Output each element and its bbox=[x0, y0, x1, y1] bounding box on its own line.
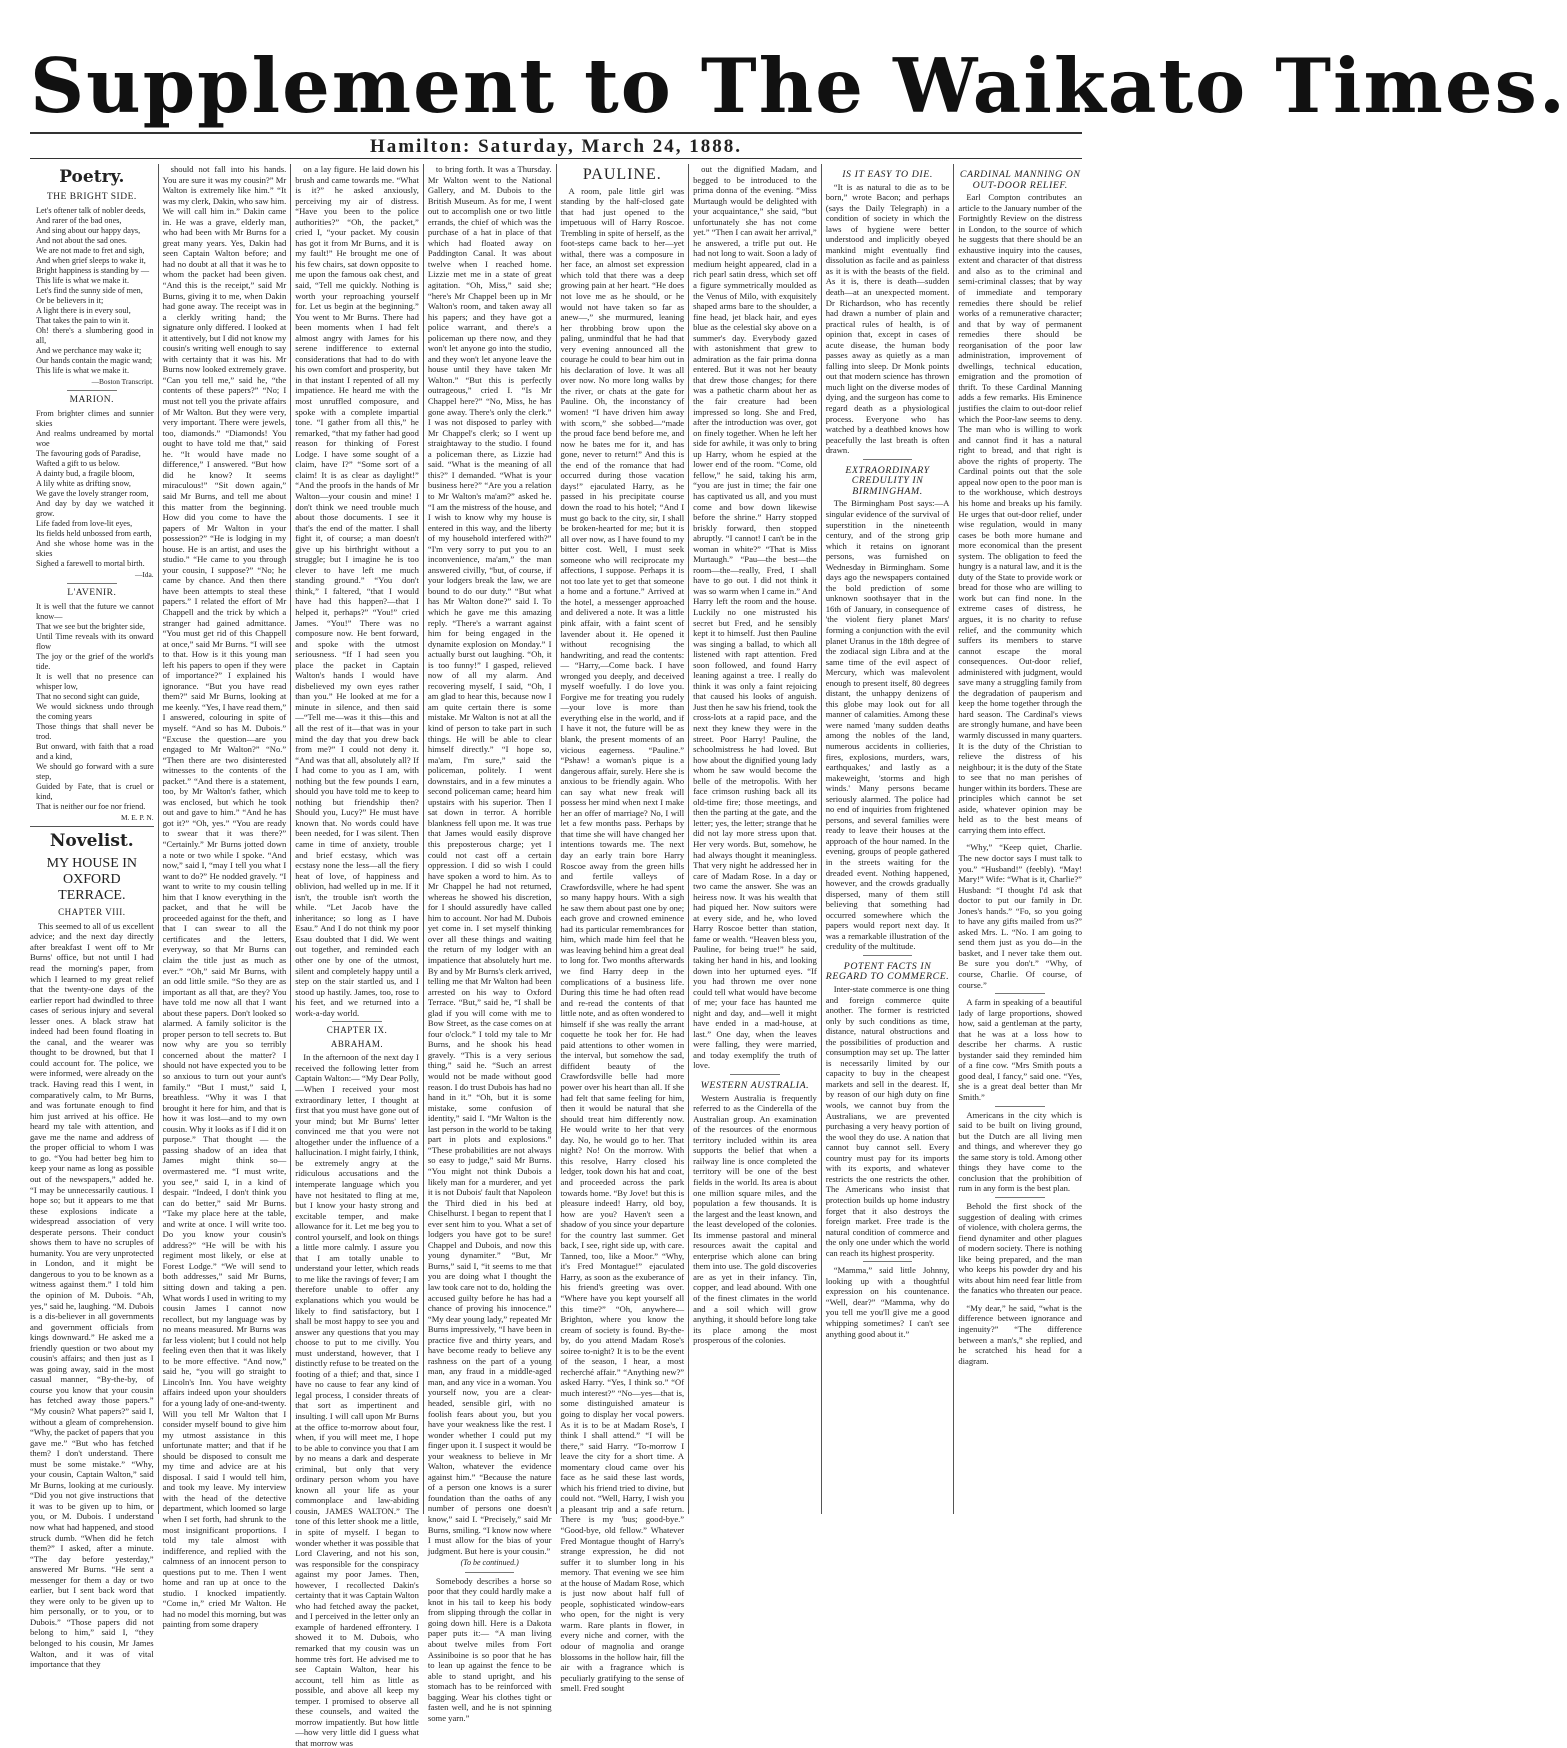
poem-line: Or be believers in it; bbox=[36, 295, 104, 305]
poem-line: A dainty bud, a fragile bloom, bbox=[36, 468, 135, 478]
column-5 bbox=[556, 164, 689, 1694]
story-text: to bring forth. It was a Thursday. Mr Walton went to the National Gallery, and M. Dubois to the British Museum. As for me, I went out to accomplish one or two little errands, the chief of which was the purchase of a hat in place of that which had floated away on Paddington Canal. It was about twelve when I reached home. Lizzie met me in a state of great agitation. “Oh, Miss,” said she; “here's Mr Chappel been up in Mr Walton's room, and taken away all his papers; and they have got a police warrant, and there's a policeman up there now, and they won't let anyone go into the studio, and they won't let anyone leave the house until they have taken Mr Walton.” “But this is perfectly outrageous,” cried I. “Is Mr Chappel here?” “No, Miss, he has gone away. There's only the clerk.” I was not disposed to parley with Mr Chappel's clerk; so I went up straightaway to the studio. I found a policeman there, as Lizzie had said. “What is the meaning of all this?” I demanded. “What is your business here?” “Are you a relation to Mr Walton's ma'am?” asked he. “I am the mistress of the house, and I wish to know why my house is entered in this way, and the liberty of my household interfered with?” “I'm very sorry to put you to an inconvenience, ma'am,” the man answered civilly, “but, of course, if your lodgers break the law, we are bound to do our duty.” “But what has Mr Walton done?” said I. To which he gave me this amazing reply. “There's a warrant against him for being engaged in the dynamite explosion on Monday.” I actually burst out laughing. “Oh, it is too funny!” I gasped, relieved now of all my alarm. And recovering myself, I said, “Oh, I am glad to hear this, because now I am quite certain there is some mistake. Mr Walton is not at all the kind of person to take part in such things. He will be able to clear himself directly.” “I hope so, ma'am, I'm sure,” said the policeman, politely. I went downstairs, and in a few minutes a second policeman came; heard him upstairs with his superior. Then I sat down in terror. A horrible blankness fell upon me. It was true that James would easily disprove this preposterous charge; yet I could not cast off a certain oppression. I did so wish I could have spoken a word to him. As to Mr Chappel he had not returned, whereas he showed his discretion, for I should assuredly have called him to account. Nor had M. Dubois yet come in. I set myself thinking over all these things and waiting the return of my lodger with an impatience that absolutely hurt me. By and by Mr Burns's clerk arrived, telling me that Mr Walton had been arrested on his way to Oxford Terrace. “But,” said he, “I shall be glad if you will come with me to Bow Street, as the case comes on at four o'clock.” I told my tale to Mr Burns, and he shook his head gravely. “This is a very serious thing,” said he. “Such an arrest would not be made without good reason. I do trust Dubois has had no hand in it.” “Oh, but it is some mistake, some confusion of identity,” said I. “Mr Walton is the last person in the world to be taking part in plots and explosions.” “These probabilities are not always so easy to judge,” said Mr Burns. “You might not think Dubois a likely man for a murderer, and yet it is not Dubois' fault that Napoleon the Third died in his bed at Chiselhurst. I began to repent that I ever sent him to you. What a set of lodgers you have got to be sure! Chappel and Dubois, and now this young dynamiter.” “But, Mr Burns,” said I, “it seems to me that you are doing what I thought the law took care not to do, holding the accused guilty before he has had a chance of proving his innocence.” “My dear young lady,” repeated Mr Burns impressively, “I have been in practice five and thirty years, and have become ready to believe any rashness on the part of a young man, any fraud in a middle-aged man, and any vice in a woman. You yourself now, you are a clear-headed, sensible girl, with no foolish fears about you, but you have your weakness like the rest. I wonder whether I could put my finger upon it. I suspect it would be your weakness to believe in Mr Walton, whatever the evidence against him.” “Because the nature of a person one knows is a surer foundation than the oaths of any number of persons one doesn't know,” said I. “Precisely,” said Mr Burns, smiling. “I know now where I must allow for the bias of your judgment. But here is your cousin.” bbox=[427, 164, 552, 1556]
story-title: MY HOUSE IN OXFORD TERRACE. bbox=[46, 856, 138, 904]
article-heading: POTENT FACTS IN REGARD TO COMMERCE. bbox=[825, 960, 950, 983]
poem-line: And rarer of the bad ones, bbox=[36, 215, 122, 225]
divider bbox=[730, 1074, 779, 1075]
poem-attribution: M. E. P. N. bbox=[120, 812, 154, 822]
poem-line: Guided by Fate, that is cruel or kind, bbox=[36, 781, 154, 801]
article-text: Earl Compton contributes an article to the January number of the Fortnightly Review on the distress in London, to the source of which he suggests that there should be an exhaustive inquiry into the causes, extent and character of that distress and also as to the criminal and semi-criminal classes; that by way of immediate and temporary remedies there should be relief works of a remunerative character; and that by way of permanent remedies there should be reorganisation of the poor law administration, improvement of dwellings, technical education, emigration and the promotion of thrift. To these Cardinal Manning adds a few remarks. His Eminence justifies the claim to out-door relief which the Poor-law seems to deny. The man who is willing to work and cannot find it has a natural right to bread, and that right is above the rights of property. The Cardinal points out that the sole appeal now open to the poor man is to the workhouse, which destroys his home and breaks up his family. He urges that out-door relief, under wise regulation, would in many cases be both more humane and more economical than the present system. The obligation to feed the hungry is a natural law, and it is the duty of the State to provide work or bread for those who are willing to work but can find none. In the extreme cases of distress, he argues, it is no charity to refuse relief, and the community which suffers its members to starve cannot escape the moral consequences. Out-door relief, administered with judgment, would save many a struggling family from the degradation of pauperism and keep the home together through the hard season. The Cardinal's views are strongly humane, and have been warmly discussed in many quarters. It is the duty of the Christian to relieve the distress of his neighbour; it is the duty of the State to see that no man perishes of hunger within its borders. These are principles which cannot be set aside, whatever opinion may be held as to the best means of carrying them into effect. bbox=[958, 192, 1082, 835]
poem-line: That no second sight can guide, bbox=[36, 691, 140, 701]
article-heading: IS IT EASY TO DIE. bbox=[842, 169, 933, 180]
filler-text: Behold the first shock of the suggestion of dealing with crimes of violence, with cholera germs, the fiend dynamiter and other plagues of modern society. There is nothing like being prepared, and the man who keeps his powder dry and his wits about him need fear little from the fanatics who threaten our peace. bbox=[958, 1200, 1082, 1296]
story-title: PAULINE. bbox=[582, 166, 662, 183]
divider bbox=[332, 1021, 381, 1022]
novelist-section-title: Novelist. bbox=[49, 831, 134, 852]
poem-line: And when grief sleeps to wake it, bbox=[36, 255, 146, 265]
column-4 bbox=[423, 164, 556, 1723]
poem-line: Bright happiness is standing by — bbox=[36, 265, 150, 275]
to-be-continued: (To be continued.) bbox=[460, 1558, 519, 1568]
poem-line: We are not made to fret and sigh, bbox=[36, 245, 145, 255]
poem-line: That takes the pain to win it. bbox=[36, 315, 130, 325]
story-text: should not fall into his hands. You are sure it was my cousin?” Mr Walton is extremely like him.” “It was my clerk, Dakin, who saw him. We will call him in.” Dakin came in. He was a grave, elderly man, who had been with Mr Burns for a great many years. Yes, Dakin had seen Captain Walton before; and had no doubt at all that it was he to whom the packet had been given. “And this is the receipt,” said Mr Burns, giving it to me, when Dakin had gone away. The receipt was in a clerkly writing hand; the signature only differed. I looked at it attentively, but I did not know my cousin's writing well enough to say with certainty that it was his. Mr Burns now looked extremely grave. “Can you tell me,” said he, “the contents of these papers?” “No; I must not tell you the private affairs of Mr Walton. But they were very, very important. There were jewels, too, diamonds.” “Diamonds! You ought to have told me that,” said he. “It would have made no difference,” I answered. “But how did he know? It seems miraculous!” “Sit down again,” said Mr Burns, and tell me about this matter from the beginning. How did you come to have the papers of Mr Walton in your possession?” “He is lodging in my house. He is an artist, and uses the studio.” “He came to you through your cousin, I suppose?” “No; he came by chance. And then there have been attempts to steal these papers.” I related the effort of Mr Chappell and the trick by which a stranger had gained admittance. “You must get rid of this Chappell at once,” said Mr Burns. “I will see to that. How is it this young man left his papers to open if they were of importance?” I explained his ignorance. “But you have read them?” said Mr Burns, looking at me keenly. “Yes, I have read them,” I answered, colouring in spite of myself. “And so has M. Dubois.” “Excuse the question—are you engaged to Mr Walton?” “No.” “Then there are two disinterested witnesses to the contents of the packet.” “And there is a statement, too, by Mr Walton's father, which was enclosed, but which he took out and gave to him.” “And he has got it?” “Oh, yes.” “You are ready to swear that it was there?” “Certainly.” Mr Burns jotted down a note or two while I spoke. “And now,” said I, “may I tell you what I want to do?” He nodded gravely. “I want to write to my cousin telling him that I know everything in the packet, and that he will be proceeded against for the theft, and that I can swear to all the certificates and the letters, everyway, so that Mr Burns can claim the title just as much as ever.” “Oh,” said Mr Burns, with an odd little smile. “So they are as important as all that, are they? You have told me now all that I want about these papers. Don't looked so alarmed. A family solicitor is the proper person to tell secrets to. But now why are you so terribly concerned about the matter? I should not have expected you to be so anxious to turn out your aunt's family.” “But I must,” said I, breathless. “Why it was I that brought it here for him, and that is how it was lost—and to my own cousin. Why it looks as if I did it on purpose.” That thought — the passing shadow of an idea that James might think so—overmastered me. “I must write, you see,” said I, in a kind of despair. “Indeed, I don't think you can do better,” said Mr Burns. “Take my place here at the table, and write at once. I will write too. Do you know your cousin's address?” “He will be with his regiment most likely, or else at Forest Lodge.” “We will send to both addresses,” said Mr Burns, sitting down and taking a pen. What words I used in writing to my cousin James I cannot now recollect, but my language was by no means measured. Mr Burns was far less violent; but I could not help feeling even then that it was likely to be more effective. “And now,” said he, “you will go straight to Lincoln's Inn. You have weighty affairs indeed upon your shoulders for a young lady of one-and-twenty. Will you tell Mr Walton that I consider myself bound to give him my utmost assistance in this unfortunate matter; and that if he should be disposed to consult me my time and advice are at his disposal. I said I would tell him, and took my leave. My interview with the head of the detective department, which loomed so large when I set forth, had shrunk to the most insignificant proportions. I told my tale almost with indifference, and replied with the calmness of an innocent person to questions put to me. Then I went home and ran up at once to the studio. I knocked impatiently. “Come in,” cried Mr Walton. He had no model this morning, but was painting from some drapery bbox=[162, 164, 287, 1630]
poem-lines bbox=[30, 602, 154, 812]
poem-line: But onward, with faith that a road and a kind, bbox=[36, 741, 154, 761]
divider bbox=[995, 838, 1044, 839]
story-text: on a lay figure. He laid down his brush and came towards me. “What is it?” he asked anxiously, perceiving my air of distress. “Have you been to the police authorities?” “Oh, the packet,” cried I, “your packet. My cousin has got it from Mr Burns, and it is my fault!” He brought me one of his few chairs, sat down opposite to me upon the famous oak chest, and said, “Tell me quickly. Nothing is worth your reproaching yourself for. Let us begin at the beginning.” You went to Mr Burns. There had been moments when I had felt almost angry with James for his serene indifference to external considerations that had to do with his own comfort and prosperity, but in that instant I repented of all my impatience. He heard me with the most unruffled composure, and spoke with a complete impartial tone. “I gather from all this,” he remarked, “that my father had good reason for thinking of Forest Lodge. I have some sought of a claim, have I?” “Some sort of a claim! It is as clear as daylight!” “And the proofs in the hands of Mr Walton—your cousin and mine! I don't think we need trouble much about those documents. I see it that's the end of the matter. I shall fight it, of course; a man doesn't give up his birthright without a struggle; but I imagine he is too clever to have left me much standing ground.” “You don't think,” I faltered, “that I would have had this happen?—that I helped it, perhaps?” “You!” cried James. “You!” There was no composure now. He bent forward, and spoke with the utmost seriousness. “If I had seen you place the packet in Captain Walton's hands I would have disbelieved my own eyes rather than you.” He looked at me for a minute in silence, and then said—“Tell me—was it this—this and all the rest of it—that was in your mind the day that you drew back from me?” I could not deny it. “And was that all, absolutely all? If I had come to you as I am, with nothing but the few pounds I earn, should you have told me to keep to nothing but friendship then? Should you, Lucy?” He must have known that. No words could have been needed, for I was silent. Then came in time of anxiety, trouble and brief ecstasy, which was ecstasy none the less—all the fiery heat of love, of happiness and oblivion, had welled up in me. If it isn't, the trouble isn't worth the while. “Let Jacob have the inheritance; so long as I have Esau.” And I do not think my poor Esau doubted that I did. We went out together, and reminded each other one by one of the utmost, silent and completely happy until a step on the stair startled us, and I stood up hastily. James, too, rose to his feet, and we returned into a work-a-day world. bbox=[295, 164, 419, 1018]
story-text: out the dignified Madam, and begged to be introduced to the prima donna of the evening. “Miss Murtaugh would be delighted with your acquaintance,” she said, “but unfortunately she has not come yet.” “Then I can await her arrival,” he answered, a trifle put out. He had not long to wait. Soon a lady of medium height appeared, clad in a rich pearl satin dress, which set off a figure symmetrically moulded as the Venus of Milo, with exquisitely shaped arms bare to the shoulder, a fine head, jet black hair, and eyes blue as the celestial sky above on a summer's day. Everybody gazed with astonishment that grew to admiration as the fair prima donna entered. But it was not her beauty that drew those changes; for there was a pathetic charm about her as the fair creature had been impressed so long. She and Fred, after the introduction was over, got on finely together. When he left her side for awhile, it was only to bring up Harry, whom he espied at the lower end of the room. “Come, old fellow,” he said, taking his arm, “you are just in time; the fair one has captivated us all, and you must come and bow down likewise before the shrine.” Harry stopped briskly forward, then stopped abruptly. “I cannot! I can't be in the woman in white?” “That is Miss Murtaugh.” “Pau—the best—the room—the—really, Fred, I shall have to go out. I did not think it was so warm when I came in.” And Harry left the room and the house. Luckily no one mistrusted his secret but Fred, and he sensibly kept it to himself. Just then Pauline was singing a ballad, to which all listened with rapt attention. Fred soon followed, and found Harry leaning against a tree. I really do think it was only a faint rejoicing that caused his looks of anguish. Just then he saw his friend, took the cross-lots at a rapid pace, and the next they knew they were in the street. Poor Harry! Pauline, the schoolmistress he had loved. But how about the dignified young lady whom he saw would become the belle of the metropolis. With her face crimson rushing back all its old-time fire; those meetings, and then the parting at the gate, and the letter; yes, the letter; strange that he did not lay more stress upon that. Her very words. But, somehow, he had always thought it meaningless. That very night he addressed her in care of Madam Rose. In a day or two came the answer. She was an heiress now. It was his wealth that had piqued her. Now suitors were at every side, and he, who loved Harry Roscoe better than station, fame or wealth. “Heaven bless you, Pauline, for being true!” he said, taking her hand in his, and looking down into her upturned eyes. “If you had thrown me over none could tell what would have become of me; your face has haunted me night and day, and—well it might have ended in a mad-house, at last.” One day, when the leaves were falling, they were married, and today exemplify the truth of love. bbox=[693, 164, 817, 1071]
filler-text: “Mamma,” said little Johnny, looking up with a thoughtful expression on his countenance. “Well, dear?” “Mamma, why do you tell me you'll give me a good whipping sometimes? I can't see anything good about it.” bbox=[825, 1265, 950, 1339]
poem-line: It is well that no presence can whisper low, bbox=[36, 671, 154, 691]
divider bbox=[863, 459, 912, 460]
poem-line: And realms undreamed by mortal woe bbox=[36, 428, 154, 448]
poem-line: And we perchance may wake it; bbox=[36, 345, 142, 355]
poem-title: L'AVENIR. bbox=[67, 588, 117, 599]
chapter-heading: CHAPTER IX. bbox=[326, 1025, 388, 1036]
masthead-rule bbox=[30, 132, 1082, 134]
story-text: A room, pale little girl was standing by the half-closed gate that had just opened to the impetuous will of Harry Roscoe. Trembling in spite of herself, as the foot-steps came back to her—yet withal, there was a composure in her face, an almost set expression which told that there was a deep growing pain at her heart. “He does not love me as he should, or he would not have taken so far as anew—,” she murmured, leaning her throbbing brow upon the paling, unmindful that he had that very evening announced all the courage he could to bear him out in his declaration of love. It was all over now. No more long walks by the river, or chats at the gate for Pauline. Oh, the inconstancy of women! “I have driven him away with scorn,” she sobbed—“made the proud face bend before me, and now he bates me for it, and has gone, never to return!” And this is the end of the romance that had occurred during those vacation days!” ejaculated Harry, as he passed in his precipitate course down the road to his hotel; “And I must go back to the city, sir, I shall be broken-hearted for me; but it is all over now, as I have found to my bitter cost. Well, I must seek someone who will reciprocate my affections, I suppose. Perhaps it is not too late yet to get that someone a home and a fortune.” Arrived at the hotel, a messenger approached and delivered a note. It was a little pink affair, with a faint scent of lavender about it. He opened it without recognising the handwriting, and read the contents:— “Harry,—Come back. I have wronged you deeply, and deceived myself woefully. I do love you. Forgive me for treating you rudely—your love is more than everything else in the world, and if I have it not, the future will be as blank, the present moments of an vicious eagerness. “Pauline.” “Pshaw! a woman's pique is a dangerous affair, surely. Here she is anxious to be friendly again. Who can say what new freak will possess her mind when next I make her an offer of marriage? No, I will let a few months pass. Perhaps by that time she will have changed her intentions towards me. The next day an early train bore Harry Roscoe away from the green hills and fertile valleys of Crawfordsville, where he had spent so many happy hours. With a sigh he saw them about past one by one; each grove and crowned eminence had its particular remembrances for him, which made him feel that he was leaving behind him a great deal to long for. Two months afterwards we find Harry deep in the complications of a business life. During this time he had often read and re-read the contents of that little note, and as often wondered to himself if she was really the arrant coquette he took her for. He had paid attentions to other women in the interval, but somehow the sad, diffident beauty of the Crawfordsville belle had more power over his heart than all. If she had felt that same feeling for him, then it would be natural that she should treat him differently now. He would write to her that very day. No, he would go to her. That night? No! On the morrow. With this resolve, Harry closed his ledger, took down his hat and coat, and proceeded across the park towards home. “By Jove! but this is pleasure indeed! Harry, old boy, how are you? Haven't seen a shadow of you since your departure for the country last summer. Get back, I see, right side up, with care. Tanned, too, like a Moor.” “Why, it's Fred Montague!” ejaculated Harry, as soon as the exuberance of his friend's greeting was over. “Where have you kept yourself all this time?” “Oh, anywhere—Brighton, where you know the cream of society is found. By-the-by, do you attend Madam Rose's soiree to-night? It is to be the event of the season, I hear, a most recherché affair.” “Anything new?” asked Harry. “Yes, I think so.” “Of much interest?” “No—yes—that is, some distinguished amateur is going to display her vocal powers. As it is to be at Madam Rose's, I think I shall attend.” “I will be there,” said Harry. “To-morrow I leave the city for a short time. A momentary cloud came over his face as he said these last words, which his friend tried to divine, but could not. “Well, Harry, I wish you a pleasant trip and a safe return. There is my 'bus; good-bye.” “Good-bye, old fellow.” Whatever Fred Montague thought of Harry's strange expression, he did not suffer it to slumber long in his memory. That evening we see him at the house of Madam Rose, which is just now about half full of people, sophisticated window-ears who open, for the night is very warm. Rare plants in flower, in every niche and corner, with the odour of magnolia and orange blossoms in the hollow hair, fill the air with a fragrance which is peculiarly gratifying to the sense of smell. Fred sought bbox=[560, 185, 685, 1694]
columns bbox=[30, 164, 1082, 1748]
poem-line: And she whose home was in the skies bbox=[36, 538, 154, 558]
poem-line: That is neither our foe nor friend. bbox=[36, 801, 146, 811]
column-6 bbox=[688, 164, 821, 1514]
masthead-rule-lower bbox=[30, 158, 1082, 159]
column-3 bbox=[290, 164, 423, 1748]
filler-text: “Why,” “Keep quiet, Charlie. The new doctor says I must talk to you.” “Husband!” (feebly). “May! Mary!” Wife: “What is it, Charlie?” Husband: “I thought I'd ask that doctor to put our family in Dr. Jones's hands.” “Fo, so you going to have any gifts mailed from us?” asked Mrs. L. “No. I am going to send them just as you do—in the basket, and I never take them out. Be sure you don't.” “Why, of course, Charlie. Of course, of course.” bbox=[958, 842, 1082, 990]
divider bbox=[995, 1197, 1044, 1198]
filler-text: “My dear,” he said, “what is the difference between ignorance and ingenuity?” “The difference between a man's,” she replied, and he scratched his head for a diagram. bbox=[958, 1302, 1082, 1366]
poem-line: Its fields held unbossed from earth, bbox=[36, 528, 152, 538]
story-text: In the afternoon of the next day I received the following letter from Captain Walton:— “My Dear Polly,—When I received your most extraordinary letter, I thought at first that you must have gone out of your mind; but Mr Burns' letter convinced me that you were not altogether under the influence of a hallucination. I might fairly, I think, be extremely angry at the ridiculous accusations and the intemperate language which you have not hesitated to fling at me, but I know your hasty strong and excitable temper, and make allowance for it. Let me beg you to control yourself, and look on things a little more calmly. I assure you that I am totally unable to understand your letter, which reads to me like the ravings of fever; I am therefore unable to offer any explanations which you would be likely to find satisfactory, but I shall be most happy to see you and answer any questions that you may choose to put to me civilly. You must understand, however, that I distinctly refuse to be treated on the footing of a thief; and that, since I have no cause to fear any kind of legal process, I consider threats of that sort as impertinent and insulting. I will call upon Mr Burns at the office to-morrow about four, when, if you will meet me, I hope to be able to convince you that I am by no means a dark and desperate criminal, but only that very ordinary person whom you have known all your life as your commonplace and law-abiding cousin, JAMES WALTON.” The tone of this letter shook me a little, in spite of myself. I began to wonder whether it was possible that Lord Clavering, and not his son, was responsible for the conspiracy against my poor James. Then, however, I recollected Dakin's certainty that it was Captain Walton who had fetched away the packet, and I perceived in the letter only an example of hardened effrontery. I showed it to M. Dubois, who remarked that my cousin was un homme très fort. He advised me to see Captain Walton, hear his account, tell him as little as possible, and above all keep my temper. I promised to observe all these counsels, and waited the morrow impatiently. But how little—how very little did I guess what that morrow was bbox=[295, 1052, 419, 1748]
poem-title: MARION. bbox=[69, 395, 115, 406]
divider bbox=[67, 390, 116, 391]
poem-line: We would sickness undo through the coming years bbox=[36, 701, 154, 721]
divider bbox=[863, 955, 912, 956]
chapter-heading: CHAPTER VIII. bbox=[58, 907, 126, 918]
story-text: This seemed to all of us excellent advice; and the next day directly after breakfast I went off to Mr Burns' office, but not until I had read the morning's paper, from which I learned to my great relief that the twenty-one days of the earlier report had dwindled to three cases of serious injury and several lesser ones. A black straw hat indeed had been found floating in the canal, and the wearer was thought to be drowned, but that I could account for. The police, we were informed, were already on the track. Having read this I went, in comparatively calm, to Mr Burns, and was fortunate enough to find him just arrived at his office. He heard my tale with attention, and gave me the name and address of the proper official to whom I was to go. “You had better beg him to keep your name as long as possible out of the newspapers,” added he. “I may be unnecessarily cautious. I hope so; but it appears to me that these explosions indicate a widespread association of very desperate persons. Their conduct shows them to have no scruples of humanity. You are very unprotected in London, and it might be dangerous to you to be known as a witness against them.” I told him the opinion of M. Dubois. “Ah, yes,” said he, laughing. “M. Dubois is a dis-believer in all governments and government officials from kings downward.” He asked me a friendly question or two about my cousin's affairs; and then just as I was going away, said in the most casual manner, “By-the-by, of course you know that your cousin has fetched away those papers.” “My cousin? What papers?” said I, without a gleam of comprehension. “Why, the packet of papers that you gave me.” “But who has fetched them? I don't understand. There must be some mistake.” “Why, your cousin, Captain Walton,” said Mr Burns, looking at me curiously. “Did you not give instructions that it was to be given up to him, or you, or M. Dubois. I understand now what had happened, and stood struck dumb. “When did he fetch them?” I asked, after a minute. “The day before yesterday,” answered Mr Burns. “He sent a messenger for them a day or two earlier, but I sent back word that they were only to be given up to him personally, or to you, or to Dubois.” “Those papers did not belong to him,” said I, “they belonged to his cousin, Mr James Walton, and it was of vital importance that they bbox=[30, 920, 154, 1670]
poem-line: This life is what we make it. bbox=[36, 365, 129, 375]
divider bbox=[67, 583, 116, 584]
poem-line: Until Time reveals with its onward flow bbox=[36, 631, 154, 651]
column-7 bbox=[821, 164, 954, 1514]
divider bbox=[863, 1261, 912, 1262]
divider bbox=[30, 826, 154, 827]
poem-line: Sighed a farewell to mortal birth. bbox=[36, 558, 145, 568]
poem-line: And sing about our happy days, bbox=[36, 225, 141, 235]
poem-title: THE BRIGHT SIDE. bbox=[46, 192, 137, 202]
poem-attribution: —Boston Transcript. bbox=[91, 376, 154, 386]
article-text: Inter-state commerce is one thing and foreign commerce quite another. The former is restricted only by such conditions as time, distance, natural obstructions and the possibilities of production and consumption may set up. The latter is necessarily limited by our capacity to buy in the cheapest markets and sell in the dearest. If, by reason of our high duty on fine wools, we cannot buy from the Australians, we are prevented purchasing a very heavy portion of the wool they do use. A nation that cannot buy cannot sell. Every country must pay for its imports with its exports, and whatever restricts the one restricts the other. The Americans who insist that protection builds up home industry forget that it also destroys the foreign market. Free trade is the natural condition of commerce and the only one under which the world can reach its highest prosperity. bbox=[825, 984, 950, 1258]
poem-line: Those things that shall never be trod. bbox=[36, 721, 154, 741]
poem-line: From brighter climes and sunnier skies bbox=[36, 408, 154, 428]
chapter-subtitle: ABRAHAM. bbox=[330, 1038, 384, 1049]
poem-line: Let's find the sunny side of men, bbox=[36, 285, 143, 295]
poetry-section-title: Poetry. bbox=[59, 167, 125, 187]
masthead-title: Supplement to The Waikato Times. bbox=[30, 42, 1567, 130]
poem-line: Life faded from love-lit eyes, bbox=[36, 518, 133, 528]
poem-line: Wafted a gift to us below. bbox=[36, 458, 120, 468]
poem-line: That we see but the brighter side, bbox=[36, 621, 145, 631]
poem-attribution: —Ida. bbox=[134, 569, 154, 579]
poem-line: A lily white as drifting snow, bbox=[36, 478, 131, 488]
poem-line: And day by day we watched it grow. bbox=[36, 498, 154, 518]
dateline: Hamilton: Saturday, March 24, 1888. bbox=[369, 136, 743, 157]
poem-line: We gave the lovely stranger room, bbox=[36, 488, 149, 498]
poem-line: A light there is in every soul, bbox=[36, 305, 131, 315]
poem-lines bbox=[30, 409, 154, 569]
divider bbox=[465, 1572, 514, 1573]
column-8 bbox=[953, 164, 1082, 1514]
column-2 bbox=[158, 164, 291, 1630]
poem-line: Oh! there's a slumbering good in all, bbox=[36, 325, 154, 345]
poem-line: And not about the sad ones. bbox=[36, 235, 127, 245]
article-text: Western Australia is frequently referred to as the Cinderella of the Australian group. An examination of the resources of the enormous territory included within its area supports the belief that when a railway line is once completed the territory will be one of the best fields in the world. Its area is about one million square miles, and the population a few thousands. It is the largest and the least known, and the least developed of the colonies. Its immense pastoral and mineral resources await the capital and enterprise which alone can bring them into use. The gold discoveries are as yet in their infancy. Tin, copper, and lead abound. With one of the finest climates in the world and a soil which will grow anything, it should before long take its place among the most prosperous of the colonies. bbox=[693, 1092, 817, 1346]
article-heading: WESTERN AUSTRALIA. bbox=[700, 1080, 810, 1092]
poem-line: This life is what we make it. bbox=[36, 275, 129, 285]
filler-text: Americans in the city which is said to be built on living ground, but the Dutch are all living men and things, and wherever they go the same story is told. Among other things they have come to the conclusion that the prohibition of rum in any form is the best plan. bbox=[958, 1109, 1082, 1194]
article-text: The Birmingham Post says:—A singular evidence of the survival of superstition in the nineteenth century, and of the strong grip which it retains on ignorant persons, was furnished on Wednesday in Birmingham. Some days ago the newspapers contained the bold prediction of some unknown soothsayer that in the 16th of January, in consequence of 'the violent fiery planet Mars' forming a conjunction with the evil planet Uranus in the 18th degree of the zodiacal sign Libra and at the same time of the evil aspect of Mercury, which was malevolent enough to present itself, 80 degrees distant, the unhappy denizens of this globe may look out for all manner of calamities. Among these were named 'many sudden deaths among the nobles of the land, numerous accidents in collieries, fires, explosions, murders, wars, earthquakes,' and lastly as a makeweight, 'storms and high winds.' Many persons became seriously alarmed. The police had no end of inquiries from frightened persons, and several families were ready to leave their houses at the approach of the hour named. In the evening, groups of people gathered in the streets waiting for the dreaded event. Nothing happened, however, and the crowds gradually dispersed, many of them still believing that something had occurred somewhere which the papers would report next day. It was a remarkable illustration of the credulity of the multitude. bbox=[825, 498, 950, 952]
filler-text: A farm in speaking of a beautiful lady of large proportions, showed how, said a gentleman at the party, that he was at a loss how to describe her charms. A rustic bystander said they reminded him of a fine cow. “Mrs Smith pouts a good deal, I fancy,” said one. “Yes, she is a great deal better than Mr Smith.” bbox=[958, 997, 1082, 1103]
article-heading: EXTRAORDINARY CREDULITY IN BIRMINGHAM. bbox=[845, 464, 930, 497]
divider bbox=[995, 1106, 1044, 1107]
divider bbox=[995, 993, 1044, 994]
filler-text: Somebody describes a horse so poor that they could hardly make a knot in his tail to keep his body from slipping through the collar in going down hill. Here is a Dakota paper puts it:— “A man living about twelve miles from Fort Assiniboine is so poor that he has to lean up against the fence to be able to stand upright, and his stomach has to be reinforced with bagging. Wear his clothes tight or fasten well, and he is not spinning some yarn.” bbox=[427, 1575, 552, 1723]
poem-line: We should go forward with a sure step, bbox=[36, 761, 154, 781]
poem-line: Our hands contain the magic wand; bbox=[36, 355, 153, 365]
divider bbox=[995, 1299, 1044, 1300]
column-1 bbox=[30, 164, 158, 1670]
poem-line: Let's oftener talk of nobler deeds, bbox=[36, 205, 146, 215]
article-heading: CARDINAL MANNING ON OUT-DOOR RELIEF. bbox=[959, 169, 1081, 191]
poem-lines bbox=[30, 206, 154, 376]
poem-line: It is well that the future we cannot know— bbox=[36, 601, 154, 621]
poem-line: The favouring gods of Paradise, bbox=[36, 448, 141, 458]
poem-line: The joy or the grief of the world's tide. bbox=[36, 651, 154, 671]
article-text: “It is as natural to die as to be born,” wrote Bacon; and perhaps (says the Daily Telegraph) in a condition of society in which the laws of hygiene were better understood and implicitly obeyed mankind might eventually find dissolution as facile and as painless as it is with the beasts of the field. As it is, there is death—sudden death—at an unexpected moment. Dr Richardson, who has recently had drawn a number of plain and practical rules of health, is of opinion that, except in cases of acute disease, the human body passes away as quietly as a man falling into sleep. Dr Monk points out that modern science has thrown much light on the diverse modes of dying, and the surgeon has come to regard death as a physiological process. Everyone who has watched by a deathbed knows how peacefully the last breath is often drawn. bbox=[825, 181, 950, 456]
